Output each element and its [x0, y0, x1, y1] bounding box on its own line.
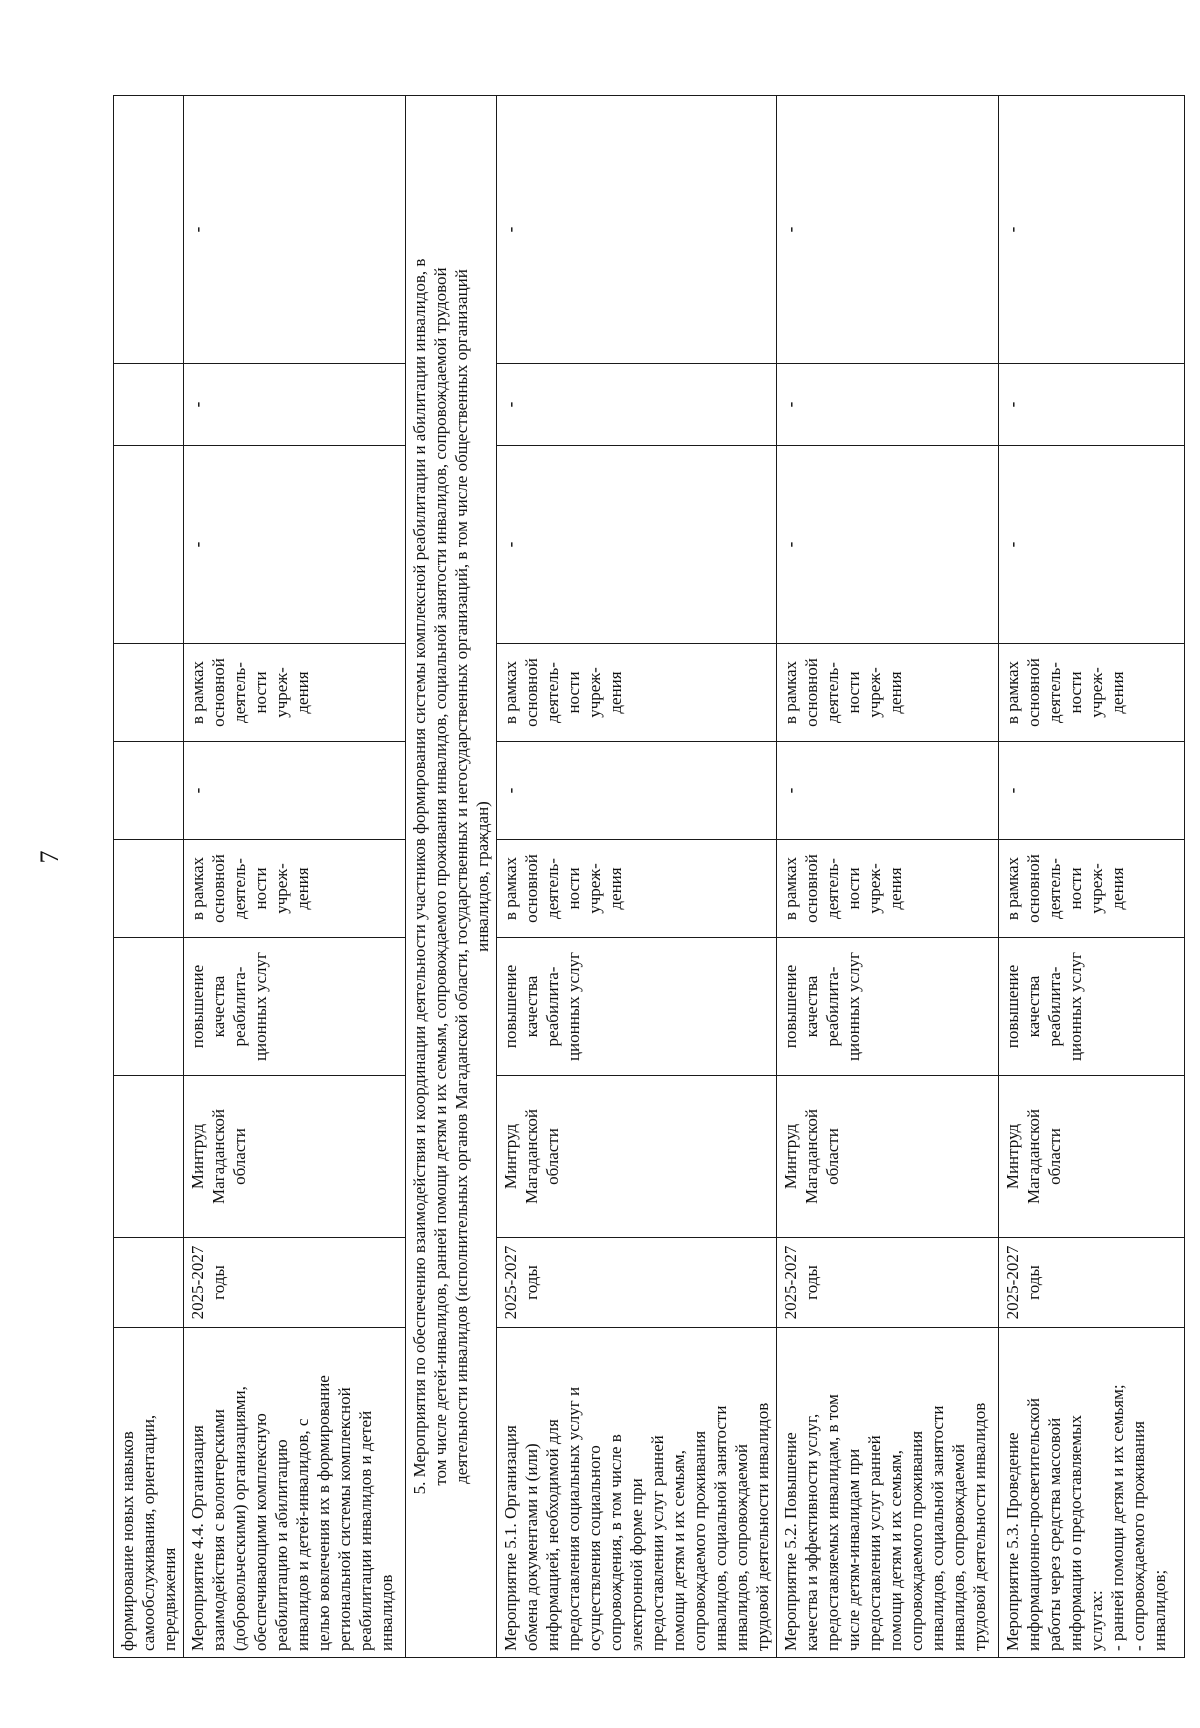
measure-cell-line: целью вовлечения их в формирование	[314, 1375, 333, 1651]
funding-cell-line: учреж-	[865, 863, 884, 914]
funding-cell	[114, 96, 184, 364]
executor-cell	[777, 1076, 999, 1238]
period-cell-line: 2025-2027	[501, 1245, 520, 1320]
measure-cell-line: передвижения	[160, 1547, 179, 1651]
measure-cell-line: реабилитации инвалидов и детей	[356, 1410, 375, 1651]
funding-cell-line: основной	[522, 658, 541, 727]
funding-cell-line: в рамках	[501, 856, 520, 921]
funding-cell-line: в рамках	[1003, 660, 1022, 725]
funding-cell-line: ности	[1066, 867, 1085, 910]
result-cell-line: повышение	[501, 964, 520, 1049]
funding-cell-line: в рамках	[1003, 856, 1022, 921]
funding-cell: -	[497, 96, 777, 364]
executor-cell	[999, 1076, 1185, 1238]
measure-cell-line: предоставляемых инвалидам, в том	[823, 1394, 842, 1651]
measure-cell-line: предоставлении услуг ранней	[648, 1435, 667, 1651]
funding-cell-line: учреж-	[865, 667, 884, 718]
section-5-line: 5. Мероприятия по обеспечению взаимодействия и координации деятельности участников формирования системы комплексной реабилитации и абилитации инвалидов, в	[410, 258, 429, 1495]
measure-cell-line: предоставлении услуг ранней	[865, 1435, 884, 1651]
section-5-line: том числе детей-инвалидов, ранней помощи детям и их семьям, сопровождаемого проживания инвалидов, социальной занятости инвалидов, сопровождаемой трудовой	[431, 267, 450, 1486]
funding-cell-line: основной	[802, 854, 821, 923]
funding-cell-line: основной	[802, 658, 821, 727]
funding-cell-line: ности	[564, 671, 583, 714]
funding-cell: -	[777, 742, 999, 840]
measure-cell-line: сопровождаемого проживания	[907, 1430, 926, 1651]
funding-cell-line: деятель-	[1045, 662, 1064, 723]
period-cell	[497, 1238, 777, 1328]
section-5-line: деятельности инвалидов (исполнительных органов Магаданской области, государственных и негосударственных организаций, в том числе общественных организаций	[452, 269, 471, 1484]
measure-cell-line: инвалидов	[377, 1574, 396, 1651]
result-cell-line: реабилита-	[543, 966, 562, 1047]
funding-cell-line: дения	[1108, 867, 1127, 910]
period-cell-line: годы	[522, 1265, 541, 1300]
result-cell-line: ционных услуг	[251, 951, 270, 1062]
executor-cell-line: Минтруд	[781, 1123, 800, 1190]
measure-cell-line: формирование новых навыков	[118, 1431, 137, 1651]
funding-cell-line: основной	[209, 854, 228, 923]
result-cell-line: качества	[1024, 975, 1043, 1038]
funding-cell-line: дения	[886, 867, 905, 910]
measure-cell-line: электронной форме при	[627, 1478, 646, 1651]
table-row	[184, 96, 406, 1658]
executor-cell-line: области	[823, 1128, 842, 1185]
period-cell-line: годы	[1024, 1265, 1043, 1300]
funding-cell-line: деятель-	[543, 662, 562, 723]
funding-cell-line: ности	[844, 867, 863, 910]
result-cell-line: ционных услуг	[844, 951, 863, 1062]
funding-cell: -	[777, 96, 999, 364]
measure-cell-line: Мероприятие 5.2. Повышение	[781, 1432, 800, 1651]
executor-cell-line: Минтруд	[1003, 1123, 1022, 1190]
funding-cell: -	[999, 96, 1185, 364]
result-cell-line: качества	[802, 975, 821, 1038]
period-cell	[184, 1238, 406, 1328]
measure-cell-line: информацией, необходимой для	[543, 1419, 562, 1651]
funding-cell-line: учреж-	[585, 667, 604, 718]
funding-cell-line: в рамках	[188, 660, 207, 725]
result-cell-line: повышение	[1003, 964, 1022, 1049]
funding-cell-line: ности	[564, 867, 583, 910]
funding-cell-line: дения	[606, 867, 625, 910]
funding-cell-line: деятель-	[823, 858, 842, 919]
funding-cell	[184, 644, 406, 742]
funding-cell-line: дения	[606, 671, 625, 714]
executor-cell-line: Минтруд	[188, 1123, 207, 1190]
result-cell-line: реабилита-	[1045, 966, 1064, 1047]
funding-cell-line: ности	[1066, 671, 1085, 714]
funding-cell: -	[999, 446, 1185, 644]
document-sheet	[113, 96, 1169, 1658]
measure-cell-line: реабилитацию и абилитацию	[272, 1439, 291, 1651]
funding-cell: -	[184, 742, 406, 840]
table-row	[999, 96, 1185, 1658]
measure-cell-line: инвалидов, социальной занятости	[928, 1405, 947, 1651]
table-row	[497, 96, 777, 1658]
funding-cell-line: основной	[522, 854, 541, 923]
funding-cell-line: деятель-	[823, 662, 842, 723]
measure-cell	[114, 1328, 184, 1658]
funding-cell-line: учреж-	[272, 667, 291, 718]
executor-cell-line: Минтруд	[501, 1123, 520, 1190]
funding-cell-line: учреж-	[585, 863, 604, 914]
result-cell-line: реабилита-	[230, 966, 249, 1047]
funding-cell	[999, 840, 1185, 938]
result-cell-line: повышение	[188, 964, 207, 1049]
measure-cell-line: информационно-просветительской	[1024, 1397, 1043, 1651]
funding-cell: -	[497, 742, 777, 840]
funding-cell-line: ности	[844, 671, 863, 714]
funding-cell	[777, 840, 999, 938]
measure-cell-line: информации о предоставляемых	[1066, 1415, 1085, 1651]
funding-cell-line: учреж-	[1087, 667, 1106, 718]
funding-cell-line: деятель-	[230, 662, 249, 723]
funding-cell	[114, 644, 184, 742]
period-cell	[999, 1238, 1185, 1328]
executor-cell-line: области	[1045, 1128, 1064, 1185]
funding-cell: -	[999, 742, 1185, 840]
measure-cell-line: услугах:	[1087, 1590, 1106, 1651]
measure-cell	[999, 1328, 1185, 1658]
measure-cell-line: взаимодействия с волонтерскими	[209, 1409, 228, 1651]
result-cell-line: ционных услуг	[1066, 951, 1085, 1062]
funding-cell-line: учреж-	[272, 863, 291, 914]
measure-cell-line: обмена документами и (или)	[522, 1443, 541, 1651]
table-row	[777, 96, 999, 1658]
funding-cell-line: дения	[886, 671, 905, 714]
measure-cell-line: трудовой деятельности инвалидов	[753, 1402, 772, 1651]
measure-cell-line: осуществления социального	[585, 1445, 604, 1651]
funding-cell-line: основной	[209, 658, 228, 727]
measure-cell-line: Мероприятие 5.1. Организация	[501, 1425, 520, 1651]
measure-cell-line: качества и эффективности услуг,	[802, 1413, 821, 1651]
funding-cell-line: деятель-	[543, 858, 562, 919]
measure-cell-line: помощи детям и их семьям,	[886, 1449, 905, 1651]
measure-cell-line: региональной системы комплексной	[335, 1387, 354, 1651]
funding-cell	[497, 840, 777, 938]
period-cell	[777, 1238, 999, 1328]
measure-cell	[497, 1328, 777, 1658]
measure-cell-line: инвалидов и детей-инвалидов, с	[293, 1418, 312, 1651]
section-5-title	[406, 96, 497, 1658]
funding-cell: -	[497, 446, 777, 644]
measure-cell-line: самообслуживания, ориентации,	[139, 1414, 158, 1651]
period-cell-line: 2025-2027	[1003, 1245, 1022, 1320]
executor-cell-line: области	[230, 1128, 249, 1185]
measure-cell-line: сопровождения, в том числе в	[606, 1434, 625, 1651]
funding-cell	[114, 446, 184, 644]
funding-cell: -	[999, 364, 1185, 446]
funding-cell: -	[497, 364, 777, 446]
result-cell	[999, 938, 1185, 1076]
funding-cell	[184, 840, 406, 938]
result-cell-line: качества	[522, 975, 541, 1038]
funding-cell-line: дения	[293, 671, 312, 714]
table-row	[114, 96, 184, 1658]
measure-cell-line: числе детям-инвалидам при	[844, 1448, 863, 1651]
measure-cell-line: Мероприятие 4.4. Организация	[188, 1425, 207, 1651]
page-number: 7	[35, 850, 64, 864]
funding-cell	[999, 644, 1185, 742]
executor-cell-line: Магаданской	[802, 1109, 821, 1205]
funding-cell	[777, 644, 999, 742]
executor-cell-line: Магаданской	[522, 1109, 541, 1205]
period-cell	[114, 1238, 184, 1328]
funding-cell: -	[184, 446, 406, 644]
result-cell-line: качества	[209, 975, 228, 1038]
result-cell	[184, 938, 406, 1076]
measure-cell-line: Мероприятие 5.3. Проведение	[1003, 1432, 1022, 1651]
executor-cell-line: области	[543, 1128, 562, 1185]
funding-cell-line: дения	[293, 867, 312, 910]
measure-cell-line: предоставления социальных услуг и	[564, 1386, 583, 1651]
funding-cell	[497, 644, 777, 742]
measure-cell-line: - сопровождаемого проживания	[1129, 1421, 1148, 1651]
section-header-row	[406, 96, 497, 1658]
executor-cell	[114, 1076, 184, 1238]
result-cell	[777, 938, 999, 1076]
measure-cell-line: сопровождаемого проживания	[690, 1430, 709, 1651]
funding-cell-line: в рамках	[781, 856, 800, 921]
executor-cell-line: Магаданской	[209, 1109, 228, 1205]
executor-cell-line: Магаданской	[1024, 1109, 1043, 1205]
funding-cell: -	[777, 364, 999, 446]
funding-cell-line: в рамках	[501, 660, 520, 725]
result-cell-line: реабилита-	[823, 966, 842, 1047]
measure-cell-line: инвалидов;	[1150, 1569, 1169, 1651]
measure-cell-line: трудовой деятельности инвалидов	[970, 1402, 989, 1651]
funding-cell: -	[184, 96, 406, 364]
period-cell-line: 2025-2027	[781, 1245, 800, 1320]
funding-cell-line: ности	[251, 671, 270, 714]
funding-cell-line: в рамках	[188, 856, 207, 921]
measure-cell-line: обеспечивающими комплексную	[251, 1413, 270, 1651]
executor-cell	[184, 1076, 406, 1238]
result-cell-line: ционных услуг	[564, 951, 583, 1062]
funding-cell-line: ности	[251, 867, 270, 910]
measure-cell-line: (добровольческими) организациями,	[230, 1386, 249, 1651]
funding-cell-line: основной	[1024, 854, 1043, 923]
funding-cell-line: в рамках	[781, 660, 800, 725]
funding-cell	[114, 840, 184, 938]
result-cell	[114, 938, 184, 1076]
funding-cell-line: основной	[1024, 658, 1043, 727]
period-cell-line: годы	[802, 1265, 821, 1300]
funding-cell: -	[777, 446, 999, 644]
funding-cell	[114, 742, 184, 840]
measure-cell-line: - ранней помощи детям и их семьям;	[1108, 1384, 1127, 1651]
executor-cell	[497, 1076, 777, 1238]
funding-cell-line: учреж-	[1087, 863, 1106, 914]
funding-cell-line: дения	[1108, 671, 1127, 714]
funding-cell-line: деятель-	[230, 858, 249, 919]
measure-cell-line: инвалидов, сопровождаемой	[732, 1444, 751, 1651]
result-cell	[497, 938, 777, 1076]
measure-cell-line: инвалидов, социальной занятости	[711, 1405, 730, 1651]
measure-cell	[184, 1328, 406, 1658]
period-cell-line: годы	[209, 1265, 228, 1300]
measure-cell-line: работы через средства массовой	[1045, 1417, 1064, 1651]
funding-cell-line: деятель-	[1045, 858, 1064, 919]
measures-table	[113, 95, 1185, 1658]
table-body	[114, 96, 1185, 1658]
measure-cell-line: инвалидов, сопровождаемой	[949, 1444, 968, 1651]
period-cell-line: 2025-2027	[188, 1245, 207, 1320]
result-cell-line: повышение	[781, 964, 800, 1049]
funding-cell	[114, 364, 184, 446]
funding-cell: -	[184, 364, 406, 446]
section-5-line: инвалидов, граждан)	[473, 801, 492, 952]
measure-cell-line: помощи детям и их семьям,	[669, 1449, 688, 1651]
measure-cell	[777, 1328, 999, 1658]
